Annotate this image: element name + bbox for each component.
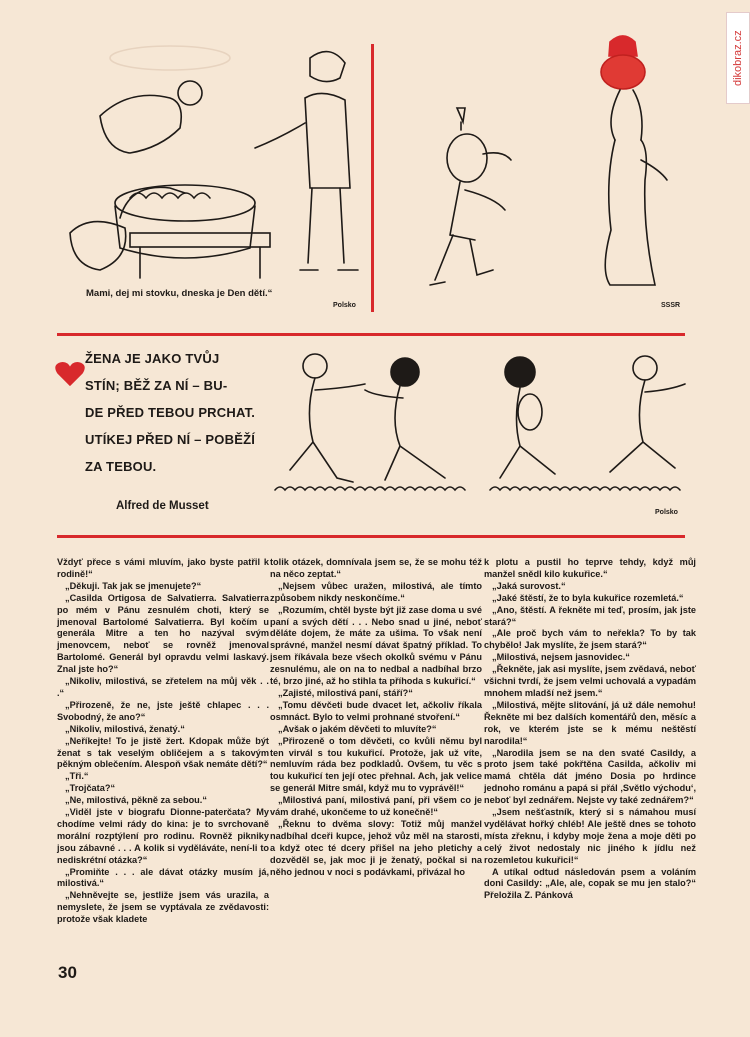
love-quote bbox=[85, 345, 270, 480]
heart-icon bbox=[55, 361, 85, 387]
article-column-2 bbox=[270, 557, 482, 878]
paragraph: tolik otázek, domnívala jsem se, že se mohu též na něco zeptat.“ bbox=[270, 557, 482, 579]
paragraph: „Jsem nešťastník, který si s námahou musí vydělávat hořký chléb! Ale ještě dnes se tohoto místa zřeknu, i kdyby moje žena a moje děti po celý život nedostaly nic jiného k jídlu než rozemletou kukuřici!“ bbox=[484, 807, 696, 865]
paragraph: „Avšak o jakém děvčeti to mluvíte?“ bbox=[278, 723, 437, 734]
quote-line: ŽENA JE JAKO TVŮJ bbox=[85, 351, 220, 366]
site-watermark: dikobraz.cz bbox=[726, 12, 750, 104]
page-number: 30 bbox=[58, 963, 77, 982]
quote-line: STÍN; BĚŽ ZA NÍ – BU- bbox=[85, 378, 228, 393]
cartoon2-source: SSSR bbox=[661, 302, 681, 309]
paragraph: „Rozumím, chtěl byste být již zase doma u své paní a svých dětí . . . Nebo snad u jiné, neboť děláte dojem, že máte za ušima. To však není správné, manžel nesmí dávat špatný příklad. To jsem říkávala beze všech okolků svému v Pánu zesnulému, ale on na to nedbal a nadbíhal brzo té, brzo jiné, až ho stihla ta příhoda s kukuřicí.“ bbox=[270, 604, 482, 687]
article-column-3 bbox=[484, 557, 696, 902]
cartoon1-source: Polsko bbox=[333, 302, 356, 309]
paragraph: A utíkal odtud následován psem a voláním doni Casildy: „Ale, ale, copak se mu jen stalo?“ Přeložila Z. Pánková bbox=[484, 866, 696, 901]
paragraph: „Zajisté, milostivá paní, stáří?“ bbox=[278, 687, 413, 698]
cartoon-chase bbox=[275, 350, 690, 505]
horizontal-divider-bottom bbox=[57, 535, 685, 538]
cartoon1-caption: Mami, dej mi stovku, dneska je Den dětí.“ bbox=[86, 288, 273, 299]
horizontal-divider-top bbox=[57, 333, 685, 336]
quote-line: UTÍKEJ PŘED NÍ – POBĚŽÍ bbox=[85, 432, 256, 447]
paragraph: „Milostivá, nejsem jasnovidec.“ bbox=[492, 652, 630, 663]
vertical-divider bbox=[371, 44, 374, 312]
paragraph: k plotu a pustil ho teprve tehdy, když můj manžel snědl kilo kukuřice.“ bbox=[484, 557, 696, 579]
paragraph: „Nikoliv, milostivá, ženatý.“ bbox=[65, 723, 185, 734]
paragraph: „Přirozeně o tom děvčeti, co kvůli němu byl ten virvál s tou kukuřicí. Protože, jak už víte, nemluvím ráda bez podkladů. Ovšem, tu věc s tou kukuřicí ten její otec přehnal. Ach, jak velice se generál Mitre smál, když mu to vyprávěl!“ bbox=[270, 735, 482, 794]
paragraph: „Děkuji. Tak jak se jmenujete?“ bbox=[65, 580, 202, 591]
paragraph: „Jaké štěstí, že to byla kukuřice rozemletá.“ bbox=[492, 592, 684, 603]
paragraph: „Nejsem vůbec uražen, milostivá, ale tímto způsobem nikdy neskončíme.“ bbox=[270, 580, 482, 603]
paragraph: „Řekněte, jak asi myslíte, jsem zvědavá, neboť všichni tvrdí, že jsem velmi uchovalá a vypadám mnohem mladší než jsem.“ bbox=[484, 664, 696, 698]
paragraph: „Jaká surovost.“ bbox=[492, 580, 566, 591]
cartoon-balancing-figures bbox=[405, 30, 695, 305]
paragraph: „Ale proč bych vám to neřekla? To by tak chybělo! Jak myslíte, že jsem stará?“ bbox=[484, 628, 696, 651]
paragraph: „Přirozeně, že ne, jste ještě chlapec . . . Svobodný, že ano?“ bbox=[57, 699, 269, 722]
paragraph: „Tomu děvčeti bude dvacet let, ačkoliv říkala osmnáct. Bylo to velmi prohnané stvoření.“ bbox=[270, 699, 482, 722]
paragraph: „Ne, milostivá, pěkně za sebou.“ bbox=[65, 795, 207, 806]
paragraph: „Narodila jsem se na den svaté Casildy, a proto jsem také pokřtěna Casilda, ačkoliv mi mamá chtěla dát jméno Dosia po hrdince jednoho románu a papá si přál ‚Světlo východu‘, neboť byl zednářem. Nejste vy také zednářem?“ bbox=[484, 747, 696, 806]
cartoon3-source: Polsko bbox=[655, 509, 678, 516]
quote-line: ZA TEBOU. bbox=[85, 459, 157, 474]
paragraph: „Viděl jste v biografu Dionne-paterčata? My chodíme velmi rády do kina: je to svrchovaně morální rozptýlení pro rodinu. Rovněž pikniky jsou zábavné . . . A kolik si vyděláváte, není-li to nediskrétní otázka?“ bbox=[57, 807, 269, 865]
paragraph: „Casilda Ortigosa de Salvatierra. Salvatierra po mém v Pánu zesnulém choti, který se jmenoval Bartolomé Salvatierra. Byl kočím u generála Mitre a ten ho nazýval svým jmenovcem, neboť se rovněž jmenoval Bartolomé. Generál byl opravdu velmi laskavý. Znal jste ho?“ bbox=[57, 592, 269, 675]
paragraph: „Ano, štěstí. A řekněte mi teď, prosím, jak jste stará?“ bbox=[484, 604, 696, 627]
paragraph: „Milostivá, mějte slitování, já už dále nemohu! Řekněte mi bez dalších komentářů den, měsíc a rok, ve kterém jste se k mému neštěstí narodila!“ bbox=[484, 699, 696, 746]
paragraph: „Milostivá paní, milostivá paní, při všem co je vám drahé, ukončeme to už konečně!“ bbox=[270, 795, 482, 818]
paragraph: „Tři.“ bbox=[65, 771, 89, 782]
paragraph: „Neříkejte! To je jistě žert. Kdopak může být ženat s tak veselým obličejem a s takovým pěkným oblečením. Alespoň však nemáte dětí?“ bbox=[57, 735, 269, 770]
paragraph: „Nikoliv, milostivá, se zřetelem na můj věk . . .“ bbox=[57, 676, 269, 698]
paragraph: „Promiňte . . . ale dávat otázky musím já, milostivá.“ bbox=[57, 866, 269, 889]
cartoon-mother-laundry bbox=[60, 38, 360, 283]
quote-line: DE PŘED TEBOU PRCHAT. bbox=[85, 405, 256, 420]
paragraph: „Řeknu to dvěma slovy: Totiž můj manžel nadbíhal dceři kupce, jehož vůz měl na starosti, a když otec té dcery přišel na jeho pletichy a dozvěděl se, jak moc ji je ženatý, počkal si na něho jednou v noci s podávkami, přivázal ho bbox=[270, 818, 482, 877]
paragraph: „Nehněvejte se, jestliže jsem vás urazila, a nemyslete, že jsem se vyptávala ze zvědavosti: protože však kladete bbox=[57, 890, 269, 925]
article-column-1 bbox=[57, 557, 269, 926]
paragraph: „Trojčata?“ bbox=[65, 783, 116, 794]
quote-author: Alfred de Musset bbox=[116, 500, 209, 512]
paragraph: Vždyť přece s vámi mluvím, jako byste patřil k rodině!“ bbox=[57, 557, 269, 579]
